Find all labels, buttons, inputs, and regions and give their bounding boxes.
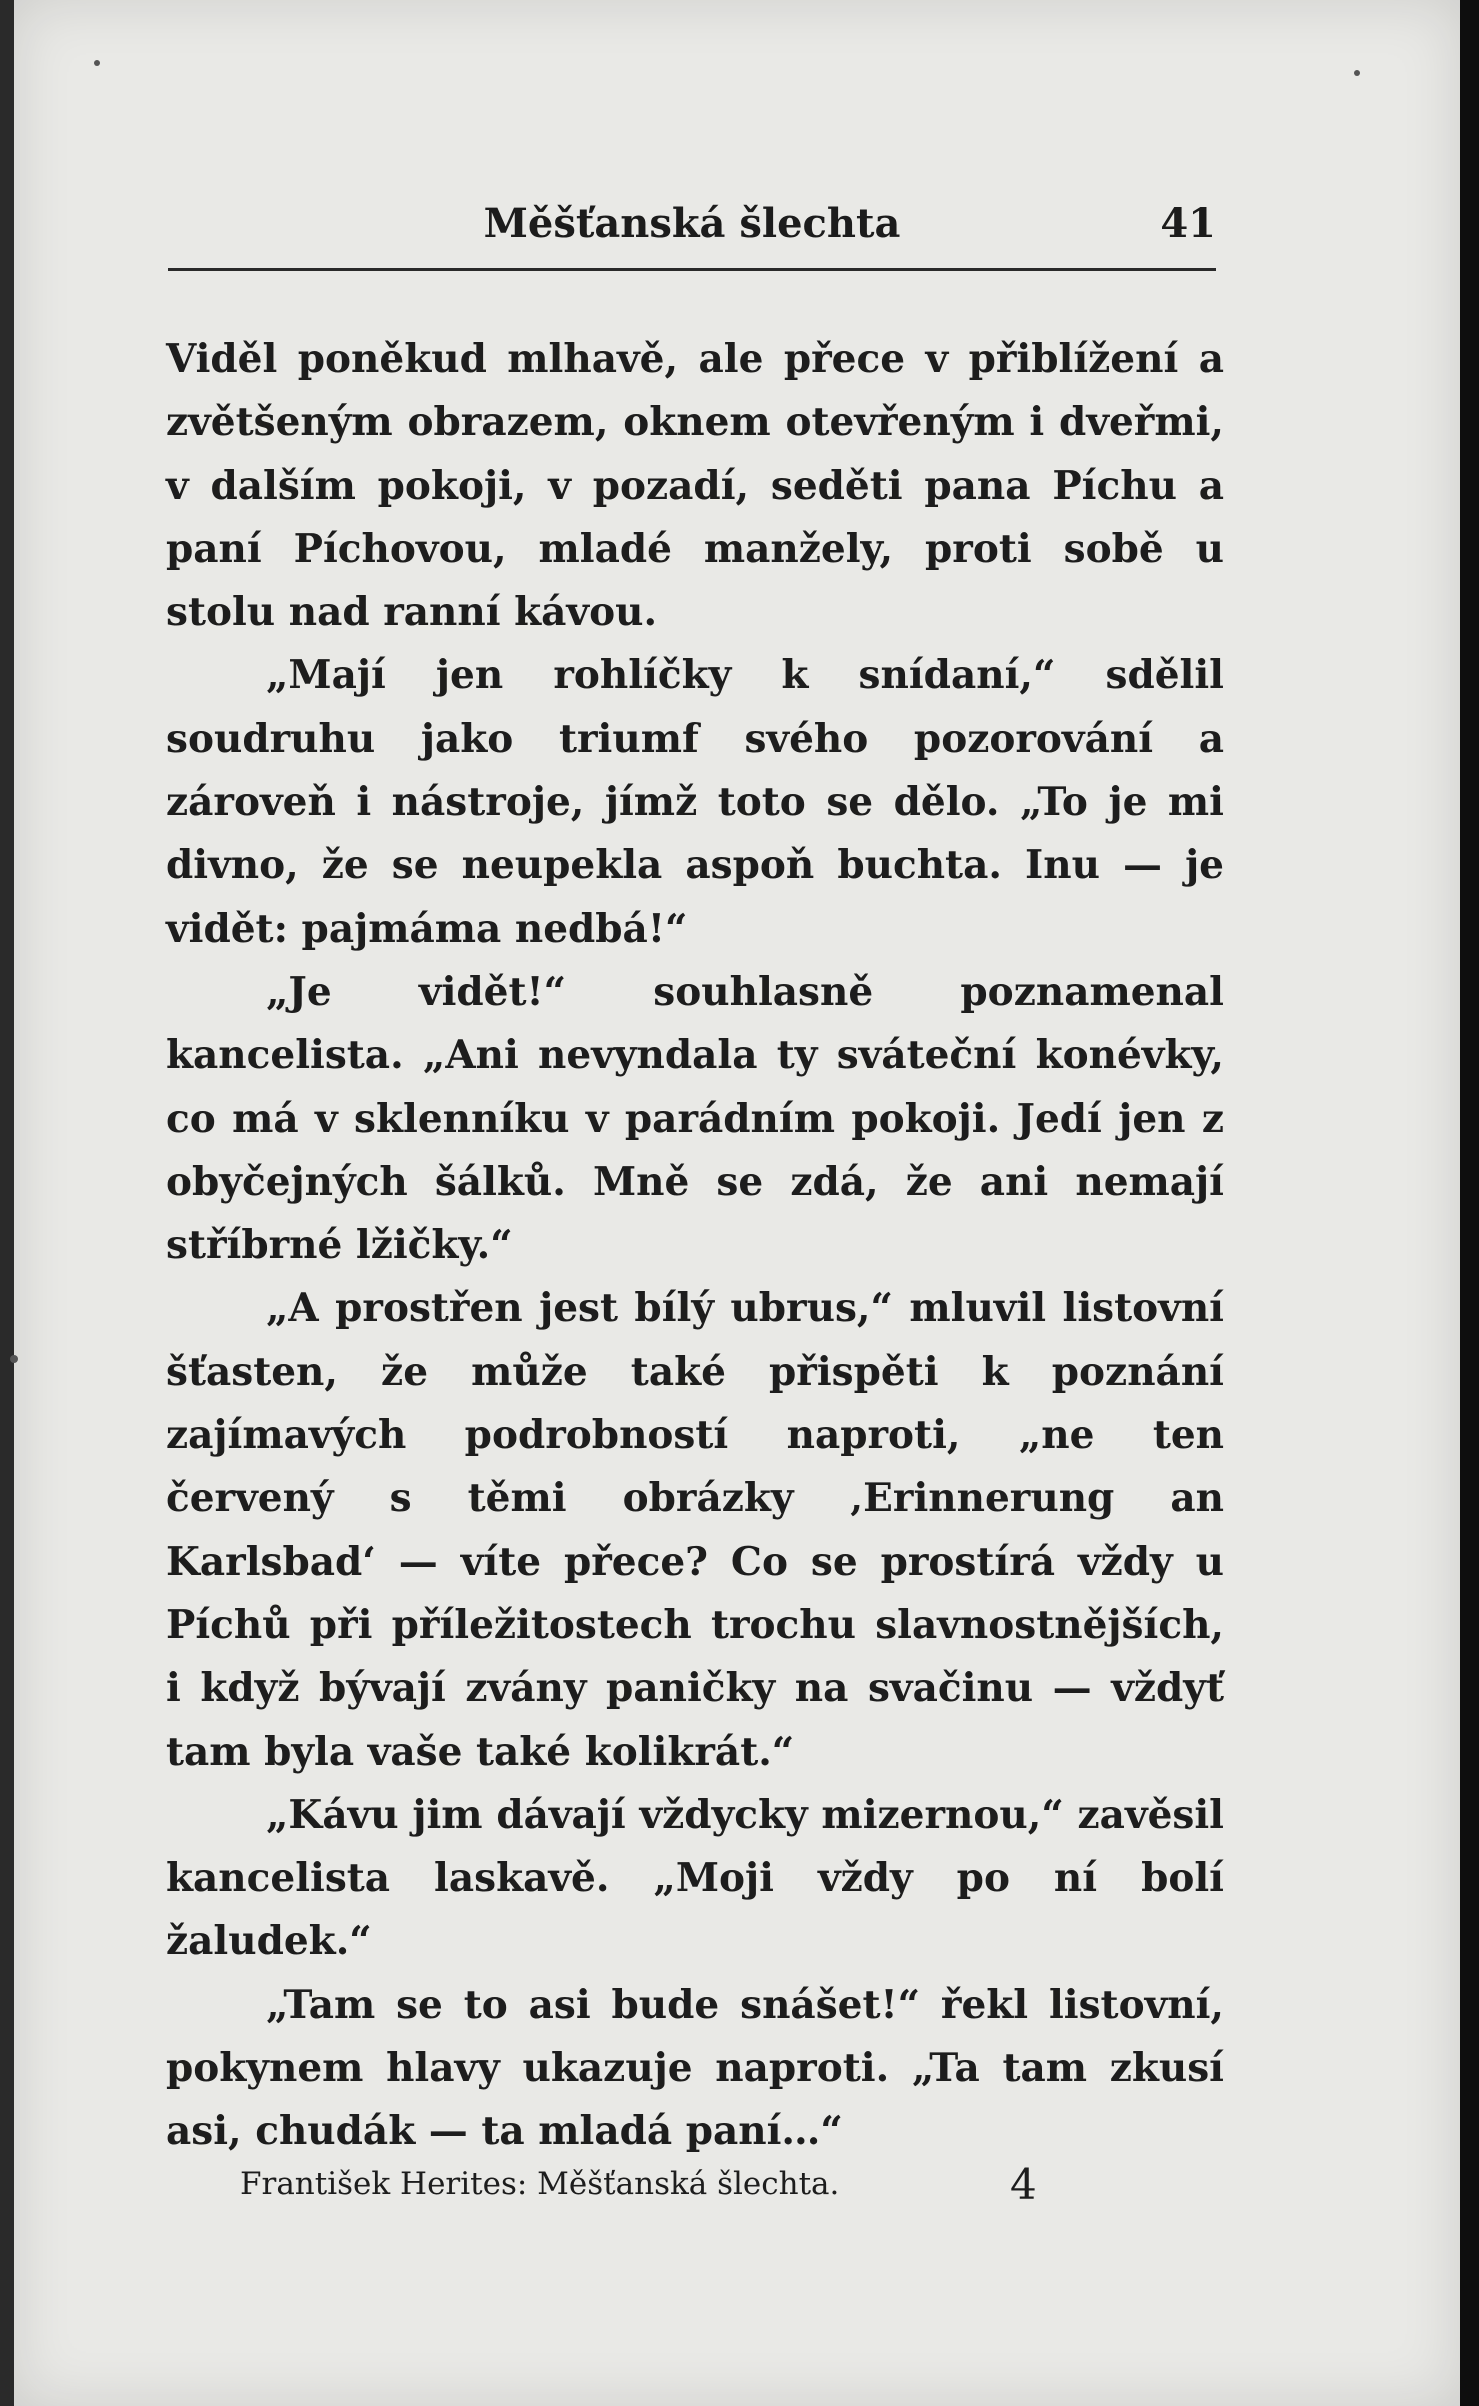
paragraph: „Je vidět!“ souhlasně poznamenal kancelista. „Ani nevyndala ty sváteční konévky, co má v sklenníku v parádním pokoji. Jedí jen z obyčejných šálků. Mně se zdá, že ani nemají stříbrné lžičky.“ <box>166 968 1224 1269</box>
scan-speck <box>10 1355 18 1363</box>
paragraph: „Kávu jim dávají vždycky mizernou,“ zavěsil kancelista laskavě. „Moji vždy po ní bolí žaludek.“ <box>166 1791 1224 1965</box>
body-text <box>166 328 1224 2164</box>
signature-line: František Herites: Měšťanská šlechta. <box>240 2166 840 2202</box>
page-footer <box>240 2160 1140 2220</box>
sheet-mark: 4 <box>1010 2160 1037 2209</box>
header-rule <box>168 268 1216 271</box>
paragraph: Viděl poněkud mlhavě, ale přece v přiblížení a zvětšeným obrazem, oknem otevřeným i dveřmi, v dalším pokoji, v pozadí, seděti pana Píchu a paní Píchovou, mladé manžely, proti sobě u stolu nad ranní kávou. <box>166 336 1224 636</box>
scan-speck <box>1354 70 1360 76</box>
page-number: 41 <box>1160 200 1216 247</box>
scan-right-edge <box>1460 0 1479 2406</box>
paragraph: „Tam se to asi bude snášet!“ řekl listovní, pokynem hlavy ukazuje naproti. „Ta tam zkusí asi, chudák — ta mladá paní…“ <box>166 1981 1224 2155</box>
scan-speck <box>94 60 100 66</box>
running-title: Měšťanská šlechta <box>483 200 901 247</box>
paragraph: „A prostřen jest bílý ubrus,“ mluvil listovní šťasten, že může také přispěti k poznání zajímavých podrobností naproti, „ne ten červený s těmi obrázky ‚Erinnerung an Karlsbad‘ — víte přece? Co se prostírá vždy u Píchů při příležitostech trochu slavnostnějších, i když bývají zvány paničky na svačinu — vždyť tam byla vaše také kolikrát.“ <box>166 1285 1224 1775</box>
page-header <box>168 200 1216 260</box>
paragraph: „Mají jen rohlíčky k snídaní,“ sdělil soudruhu jako triumf svého pozorování a zároveň i nástroje, jímž toto se dělo. „To je mi divno, že se neupekla aspoň buchta. Inu — je vidět: pajmáma nedbá!“ <box>166 652 1224 952</box>
scan-left-edge <box>0 0 14 2406</box>
